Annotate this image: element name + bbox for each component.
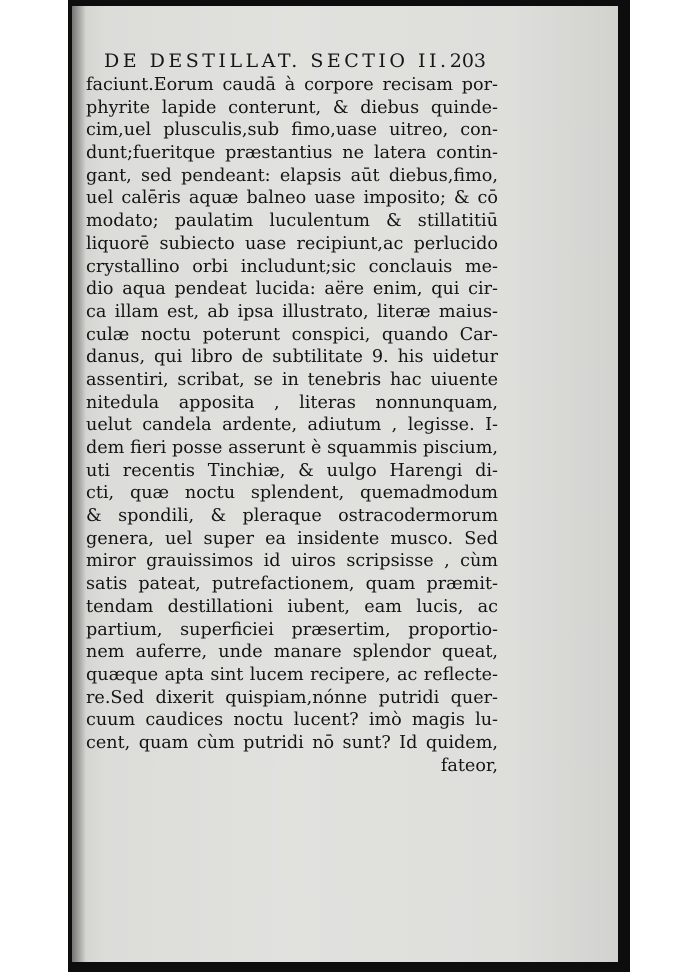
text-line: danus, qui libro de subtilitate 9. his uidetur — [86, 347, 498, 368]
text-line: uti recentis Tinchiæ, & uulgo Harengi di- — [86, 460, 498, 481]
text-line: dem fieri posse asserunt è squammis piscium, — [86, 438, 498, 458]
text-line: dunt;fueritque præstantius ne latera contin- — [86, 143, 498, 164]
text-line: tendam destillationi iubent, eam lucis, ac — [86, 596, 498, 617]
text-line: cent, quam cùm putridi nō sunt? Id quidem, — [86, 732, 498, 753]
text-line: quæque apta sint lucem recipere, ac reflecte- — [86, 664, 498, 685]
catchword: fateor, — [440, 755, 498, 776]
text-line: genera, uel super ea insidente musco. Sed — [86, 528, 498, 549]
text-line: & spondili, & pleraque ostracodermorum — [86, 506, 498, 527]
text-line: nem auferre, unde manare splendor queat, — [86, 642, 498, 663]
text-line: cti, quæ noctu splendent, quemadmodum — [86, 483, 498, 504]
page-number: 203 — [449, 50, 486, 72]
text-line: partium, superficiei præsertim, proportio- — [86, 619, 498, 640]
text-line: miror grauissimos id uiros scripsisse , cùm — [86, 551, 498, 572]
text-line: ca illam est, ab ipsa illustrato, literæ maius- — [86, 301, 498, 322]
text-line: liquorē subiecto uase recipiunt,ac perlucido — [86, 233, 498, 254]
text-line: uel calēris aquæ balneo uase imposito; & cō — [86, 188, 498, 209]
text-line: faciunt.Eorum caudā à corpore recisam por- — [86, 75, 498, 95]
text-line: dio aqua pendeat lucida: aëre enim, qui cir- — [86, 279, 498, 300]
text-line: gant, sed pendeant: elapsis aūt diebus,fimo, — [86, 165, 498, 186]
text-line: re.Sed dixerit quispiam,nónne putridi quer- — [86, 687, 498, 708]
text-line: cim,uel plusculis,sub fimo,uase uitreo, con- — [86, 120, 498, 141]
body-text — [86, 74, 498, 777]
text-line: culæ noctu poterunt conspici, quando Car- — [86, 324, 498, 345]
text-line: crystallino orbi includunt;sic conclauis me- — [86, 256, 498, 277]
text-line: modato; paulatim luculentum & stillatitiū — [86, 211, 498, 232]
page-header — [104, 50, 486, 76]
text-line: satis pateat, putrefactionem, quam præmit- — [86, 574, 498, 595]
text-line: assentiri, scribat, se in tenebris hac uiuente — [86, 369, 498, 390]
text-line: nitedula apposita , literas nonnunquam, — [86, 392, 498, 413]
gutter-shadow — [72, 6, 86, 962]
text-line: phyrite lapide conterunt, & diebus quinde- — [86, 97, 498, 118]
text-line: cuum caudices noctu lucent? imò magis lu- — [86, 710, 498, 731]
text-line: uelut candela ardente, adiutum , legisse. I- — [86, 415, 498, 436]
running-head: DE DESTILLAT. SECTIO II. — [104, 50, 450, 72]
